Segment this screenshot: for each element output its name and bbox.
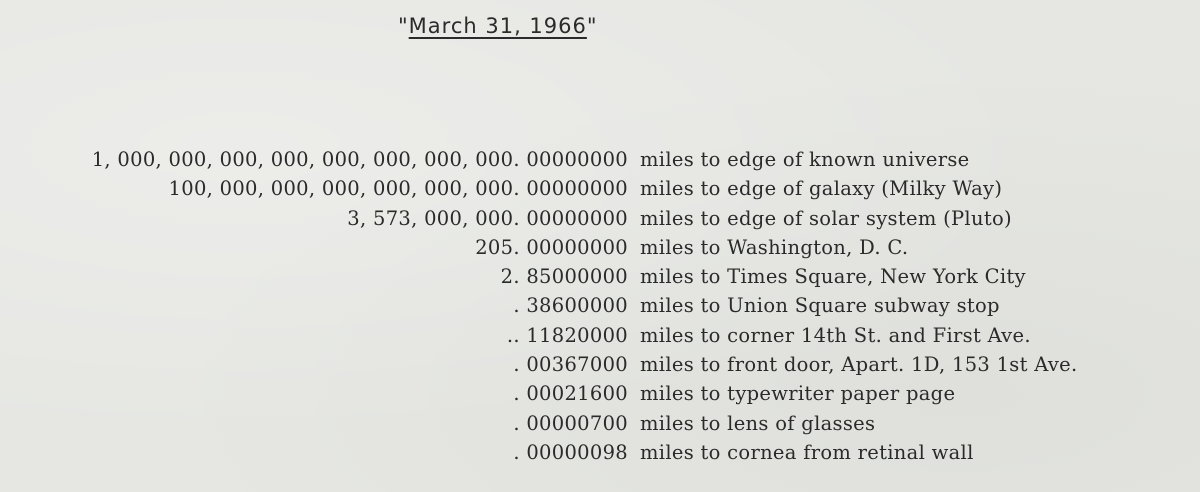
distance-value: . 00367000	[513, 353, 628, 377]
distance-row	[0, 233, 1200, 262]
distance-list	[0, 145, 1200, 467]
distance-label: miles to edge of galaxy (Milky Way)	[640, 177, 1003, 201]
distance-value: 100, 000, 000, 000, 000, 000, 000. 00000000	[168, 177, 628, 201]
distance-label: miles to Washington, D. C.	[640, 235, 909, 259]
distance-row	[0, 409, 1200, 438]
distance-value: . 00000098	[513, 440, 628, 464]
distance-row	[0, 350, 1200, 379]
distance-label: miles to cornea from retinal wall	[640, 440, 974, 464]
distance-label: miles to Times Square, New York City	[640, 265, 1026, 289]
page-title	[398, 14, 598, 38]
distance-label: miles to typewriter paper page	[640, 382, 956, 406]
title-open-quote: "	[398, 14, 409, 38]
distance-row	[0, 379, 1200, 408]
distance-label: miles to edge of solar system (Pluto)	[640, 206, 1012, 230]
distance-label: miles to corner 14th St. and First Ave.	[640, 323, 1031, 347]
distance-label: miles to front door, Apart. 1D, 153 1st Ave.	[640, 353, 1078, 377]
distance-row	[0, 262, 1200, 291]
distance-value: . 00000700	[513, 411, 628, 435]
distance-value: .. 11820000	[506, 323, 628, 347]
distance-value: 3, 573, 000, 000. 00000000	[347, 206, 628, 230]
distance-value: 1, 000, 000, 000, 000, 000, 000, 000, 000. 00000000	[91, 148, 628, 171]
distance-value: 205. 00000000	[475, 235, 628, 259]
distance-label: miles to Union Square subway stop	[640, 294, 1000, 318]
distance-label: miles to edge of known universe	[640, 148, 970, 171]
distance-row	[0, 204, 1200, 233]
title-close-quote: "	[586, 14, 598, 38]
distance-row	[0, 145, 1200, 174]
distance-row	[0, 321, 1200, 350]
title-text: March 31, 1966	[408, 14, 587, 38]
distance-row	[0, 438, 1200, 467]
distance-value: . 00021600	[513, 382, 628, 406]
distance-row	[0, 174, 1200, 203]
distance-label: miles to lens of glasses	[640, 411, 876, 435]
distance-value: 2. 85000000	[500, 265, 628, 289]
distance-row	[0, 291, 1200, 320]
distance-value: . 38600000	[513, 294, 628, 318]
